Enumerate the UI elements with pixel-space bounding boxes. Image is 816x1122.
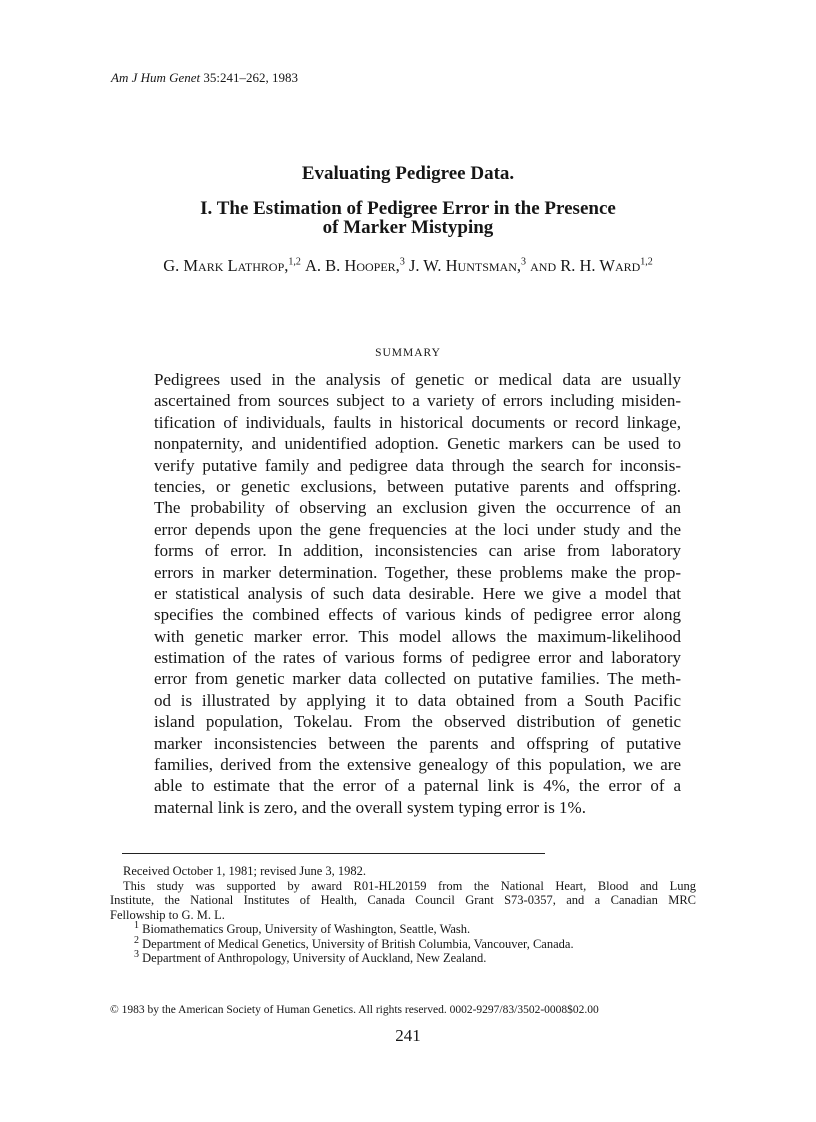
summary-line: od is illustrated by applying it to data obtained from a South Pacific: [154, 690, 681, 710]
affiliation-note: [110, 919, 696, 937]
summary-line: island population, Tokelau. From the observed distribution of genetic: [154, 712, 681, 732]
journal-volume-pages: 35:241–262, 1983: [203, 70, 299, 85]
summary-line: with genetic marker error. This model allows the maximum-likelihood: [154, 626, 681, 646]
author-name: A. B. Hooper,: [305, 256, 400, 275]
summary-line: marker inconsistencies between the parents and offspring of putative: [154, 733, 681, 753]
affiliation-text: Department of Medical Genetics, University of British Columbia, Vancouver, Canada.: [142, 936, 574, 951]
affiliation-text: Department of Anthropology, University of Auckland, New Zealand.: [142, 951, 487, 965]
author-name: R. H. Ward: [560, 256, 641, 275]
title-line-3: of Marker Mistyping: [322, 217, 494, 238]
affiliation-note: [110, 934, 696, 952]
summary-line: forms of error. In addition, inconsistencies can arise from laboratory: [154, 541, 681, 561]
summary-line: ascertained from sources subject to a variety of errors including misiden-: [154, 391, 681, 411]
author-list: [0, 256, 816, 276]
funding-note-line: Fellowship to G. M. L.: [110, 907, 225, 922]
summary-heading: SUMMARY: [375, 347, 441, 359]
footnotes: [110, 864, 696, 966]
summary-line: able to estimate that the error of a paternal link is 4%, the error of a: [154, 776, 681, 796]
author-affiliation-mark: 1,2: [640, 256, 653, 268]
author-affiliation-mark: 3: [399, 256, 405, 268]
journal-citation: [111, 70, 298, 86]
summary-line: error from genetic marker data collected on putative families. The meth-: [154, 669, 681, 689]
summary-line: nonpaternity, and unidentified adoption. Genetic markers can be used to: [154, 434, 681, 454]
summary-line: maternal link is zero, and the overall system typing error is 1%.: [154, 797, 586, 817]
funding-note-line: This study was supported by award R01-HL20159 from the National Heart, Blood and Lung: [123, 878, 696, 893]
summary-line: tencies, or genetic exclusions, between putative parents and offspring.: [154, 476, 681, 496]
summary-line: verify putative family and pedigree data through the search for inconsis-: [154, 455, 681, 475]
author-affiliation-mark: 3: [521, 256, 526, 268]
affiliation-mark: 1: [134, 919, 139, 931]
summary-line: Pedigrees used in the analysis of genetic or medical data are usually: [154, 370, 681, 389]
funding-note-line: Institute, the National Institutes of Health, Canada Council Grant S73-0357, and a Canadian MRC: [110, 893, 696, 907]
summary-line: The probability of observing an exclusion given the occurrence of an: [154, 498, 681, 518]
journal-name: Am J Hum Genet: [111, 70, 201, 85]
summary-line: error depends upon the gene frequencies at the loci under study and the: [154, 519, 681, 539]
title-line-2: I. The Estimation of Pedigree Error in the Presence: [200, 198, 616, 219]
page-number: 241: [395, 1026, 421, 1045]
received-date-note: Received October 1, 1981; revised June 3, 1982.: [123, 864, 366, 878]
author-name: G. Mark Lathrop,: [163, 256, 289, 275]
copyright-line: © 1983 by the American Society of Human Genetics. All rights reserved. 0002-9297/83/3502-0008$02.00: [110, 1004, 599, 1016]
author-name: J. W. Huntsman,: [408, 256, 521, 275]
author-conjunction: and: [530, 256, 557, 275]
summary-line: tification of individuals, faults in historical documents or record linkage,: [154, 412, 681, 432]
summary-line: estimation of the rates of various forms of pedigree error and laboratory: [154, 648, 681, 668]
summary-line: specifies the combined effects of various kinds of pedigree error along: [154, 605, 681, 625]
affiliation-mark: 2: [134, 934, 139, 946]
affiliation-note: [110, 948, 696, 966]
summary-line: families, derived from the extensive genealogy of this population, we are: [154, 755, 681, 775]
footnote-divider: [122, 853, 545, 854]
author-affiliation-mark: 1,2: [288, 256, 301, 268]
affiliation-mark: 3: [134, 948, 139, 960]
summary-line: errors in marker determination. Together, these problems make the prop-: [154, 562, 681, 582]
summary-line: er statistical analysis of such data desirable. Here we give a model that: [154, 583, 681, 603]
summary-body: [154, 369, 681, 818]
title-line-1: Evaluating Pedigree Data.: [301, 163, 515, 184]
affiliation-text: Biomathematics Group, University of Washington, Seattle, Wash.: [142, 922, 471, 936]
